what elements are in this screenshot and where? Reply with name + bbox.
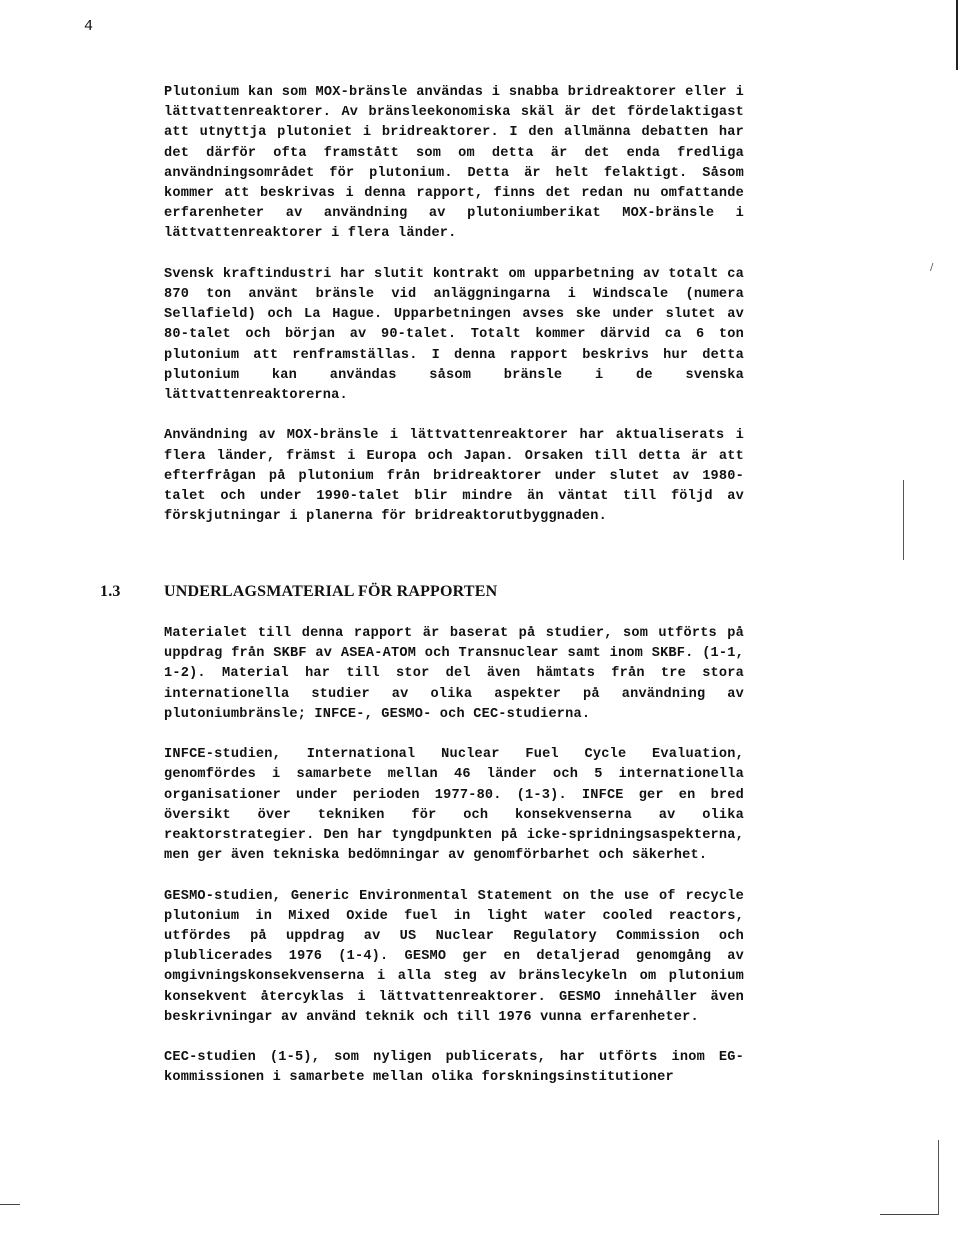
paragraph: CEC-studien (1-5), som nyligen publicerats, har utförts inom EG-kommissionen i samarbete mellan olika forskningsinstitutioner [164,1050,744,1086]
page-number: 4 [84,18,94,35]
paragraph: INFCE-studien, International Nuclear Fuel Cycle Evaluation, genomfördes i samarbete mellan 46 länder och 5 internationella organisationer under perioden 1977-80. (1-3). INFCE ger en bred översikt över tekniken för och konsekvenserna av olika reaktorstrategier. Den har tyngdpunkten på icke-spridningsaspekterna, men ger även tekniska bedömningar av genomförbarhet och säkerhet. [164,747,744,864]
scan-mark: / [930,262,934,273]
paragraph: Användning av MOX-bränsle i lättvattenreaktorer har aktualiserats i flera länder, främst i Europa och Japan. Orsaken till detta är att efterfrågan på plutonium från bridreaktorer under slutet av 1980-talet och under 1990-talet blir mindre än väntat till följd av förskjutningar i planerna för bridreaktorutbyggnaden. [164,428,744,525]
scan-bottom-rule [0,1204,20,1205]
scan-bottom-rule [880,1214,938,1215]
body-text-top [164,83,744,548]
paragraph: Plutonium kan som MOX-bränsle användas i snabba bridreaktorer eller i lättvattenreaktorer. Av bränsleekonomiska skäl är det fördelaktigast att utnyttja plutoniet i bridreaktorer. I den allmänna debatten har det därför ofta framstått som om detta är det enda fredliga användningsområdet för plutonium. Detta är helt felaktigt. Såsom kommer att beskrivas i denna rapport, finns det redan nu omfattande erfarenheter av användning av plutoniumberikat MOX-bränsle i lättvattenreaktorer i flera länder. [164,85,744,242]
scan-margin-mark [938,1140,939,1215]
scan-margin-mark [903,480,904,560]
section-number: 1.3 [100,583,121,600]
scan-edge-line [956,0,958,70]
section-title: UNDERLAGSMATERIAL FÖR RAPPORTEN [164,583,498,600]
paragraph: GESMO-studien, Generic Environmental Statement on the use of recycle plutonium in Mixed Oxide fuel in light water cooled reactors, utfördes på uppdrag av US Nuclear Regulatory Commission och plublicerades 1976 (1-4). GESMO ger en detaljerad genomgång av omgivningskonsekvenserna i alla steg av bränslecykeln om plutonium konsekvent återcyklas i lättvattenreaktorer. GESMO innehåller även beskrivningar av använd teknik och till 1976 vunna erfarenheter. [164,888,744,1025]
body-text-bottom [164,624,744,1109]
paragraph: Materialet till denna rapport är baserat på studier, som utförts på uppdrag från SKBF av ASEA-ATOM och Transnuclear samt inom SKBF. (1-1, 1-2). Material har till stor del även hämtats från tre stora internationella studier av olika aspekter på användning av plutoniumbränsle; INFCE-, GESMO- och CEC-studierna. [164,626,744,722]
paragraph: Svensk kraftindustri har slutit kontrakt om upparbetning av totalt ca 870 ton använt bränsle vid anläggningarna i Windscale (numera Sellafield) och La Hague. Upparbetningen avses ske under slutet av 80-talet och början av 90-talet. Totalt kommer därvid ca 6 ton plutonium att renframställas. I denna rapport beskrivs hur detta plutonium kan användas såsom bränsle i de svenska lättvattenreaktorerna. [164,266,744,404]
